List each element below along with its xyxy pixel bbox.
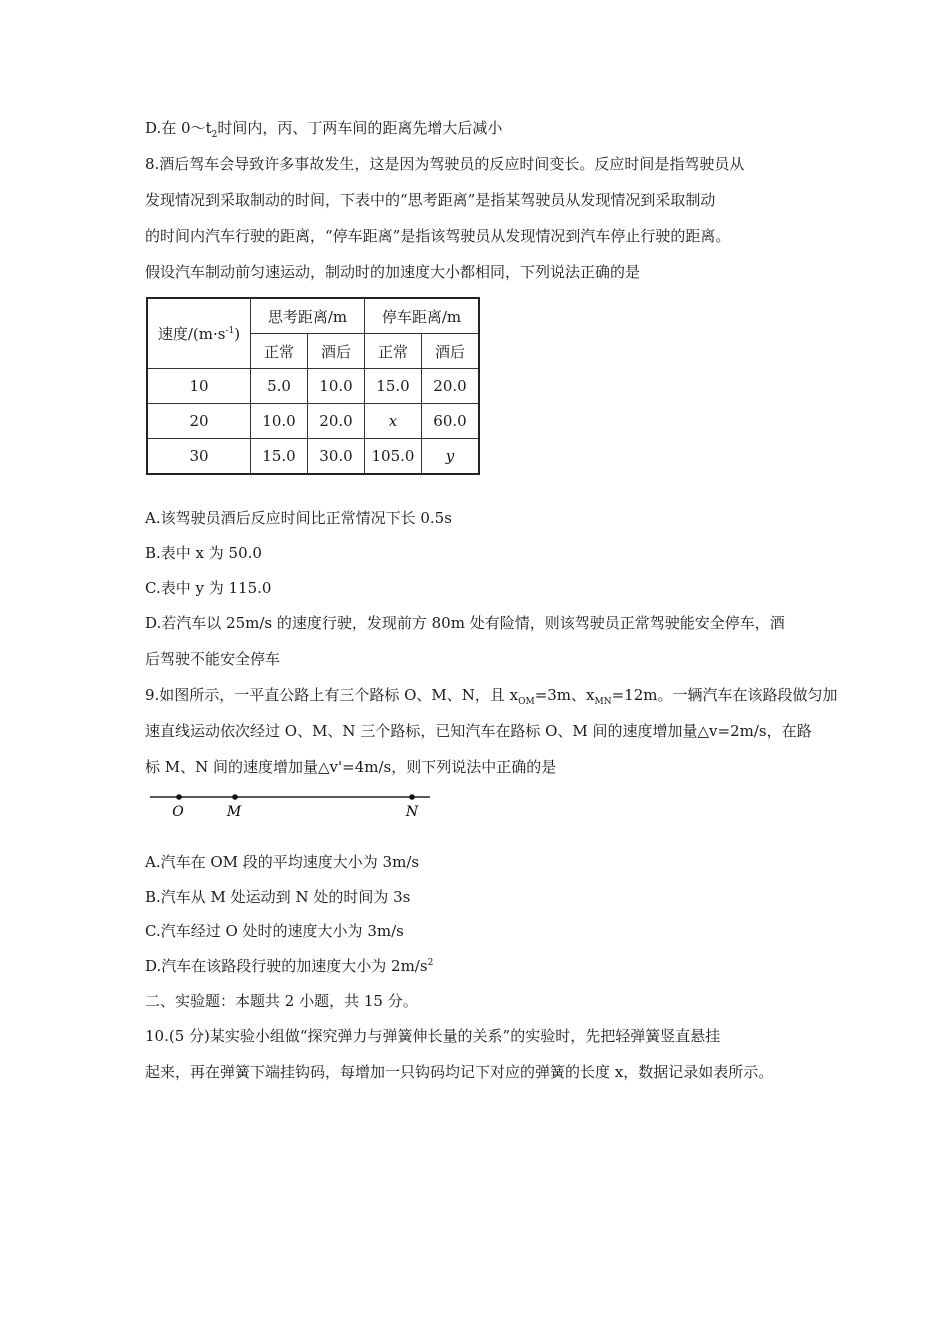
table-cell: 105.0	[365, 439, 422, 475]
marker-n-dot	[409, 794, 415, 800]
q9-option-b: B.汽车从 M 处运动到 N 处的时间为 3s	[145, 888, 411, 906]
q7-option-d: D.在 $0\sim t_2$时间内，丙、丁两车间的距离先增大后减小	[145, 119, 503, 140]
q9-stem-line-3: 标 M、N 间的速度增加量△v'=4m/s，则下列说法中正确的是	[145, 758, 557, 776]
table-header-speed: 速度$/(m\cdot s^{-1})$	[147, 298, 251, 369]
q8-option-b: B.表中 x 为 50.0	[145, 544, 262, 562]
table-cell-unknown-x: x	[365, 404, 422, 439]
marker-m-label: M	[226, 804, 242, 820]
q9-road-diagram	[148, 787, 438, 823]
table-cell: 30.0	[308, 439, 365, 475]
table-cell: 10.0	[251, 404, 308, 439]
table-cell: 30	[147, 439, 251, 475]
table-cell: 15.0	[251, 439, 308, 475]
table-cell: 20.0	[422, 369, 480, 404]
q8-stem-line-4: 假设汽车制动前匀速运动，制动时的加速度大小都相同，下列说法正确的是	[145, 263, 641, 281]
table-cell: 20	[147, 404, 251, 439]
marker-m-dot	[232, 794, 238, 800]
table-header-stop-distance: 停车距离/m	[365, 298, 480, 334]
table-cell: 60.0	[422, 404, 480, 439]
table-subheader-normal: 正常	[365, 334, 422, 369]
q8-option-d-line-2: 后驾驶不能安全停车	[145, 650, 281, 668]
table-cell: 5.0	[251, 369, 308, 404]
q8-distance-table	[146, 297, 480, 475]
table-subheader-normal: 正常	[251, 334, 308, 369]
table-subheader-drunk: 酒后	[308, 334, 365, 369]
table-row	[147, 439, 479, 475]
q8-stem-line-3: 的时间内汽车行驶的距离，“停车距离”是指该驾驶员从发现情况到汽车停止行驶的距离。	[145, 227, 731, 245]
table-cell: 10	[147, 369, 251, 404]
table-cell: 10.0	[308, 369, 365, 404]
q8-option-c: C.表中 y 为 115.0	[145, 579, 272, 597]
table-cell-unknown-y: y	[422, 439, 480, 475]
q8-option-a: A.该驾驶员酒后反应时间比正常情况下长 0.5s	[145, 509, 452, 527]
q8-option-d-line-1: D.若汽车以 25m/s 的速度行驶，发现前方 80m 处有险情，则该驾驶员正常驾驶能安全停车，酒	[145, 614, 785, 632]
q10-stem-line-1: 10.(5 分)某实验小组做“探究弹力与弹簧伸长量的关系”的实验时，先把轻弹簧竖直悬挂	[145, 1027, 721, 1045]
marker-o-label: O	[172, 804, 184, 820]
table-subheader-drunk: 酒后	[422, 334, 480, 369]
marker-n-label: N	[405, 804, 419, 820]
q8-stem-line-2: 发现情况到采取制动的时间，下表中的“思考距离”是指某驾驶员从发现情况到采取制动	[145, 191, 716, 209]
marker-o-dot	[176, 794, 182, 800]
table-cell: 15.0	[365, 369, 422, 404]
q9-option-d: D.汽车在该路段行驶的加速度大小为 $2m/s^2$	[145, 957, 434, 975]
table-header-think-distance: 思考距离/m	[251, 298, 365, 334]
table-row	[147, 369, 479, 404]
q10-stem-line-2: 起来，再在弹簧下端挂钩码，每增加一只钩码均记下对应的弹簧的长度 x，数据记录如表所示。	[145, 1063, 774, 1081]
section-2-heading: 二、实验题：本题共 2 小题，共 15 分。	[145, 992, 418, 1010]
q9-stem-line-2: 速直线运动依次经过 O、M、N 三个路标，已知汽车在路标 O、M 间的速度增加量△v=2m/s，在路	[145, 722, 812, 740]
q8-stem-line-1: 8.酒后驾车会导致许多事故发生，这是因为驾驶员的反应时间变长。反应时间是指驾驶员从	[145, 155, 745, 173]
table-cell: 20.0	[308, 404, 365, 439]
q9-option-c: C.汽车经过 O 处时的速度大小为 3m/s	[145, 922, 404, 940]
q9-stem-line-1: 9.如图所示，一平直公路上有三个路标 O、M、N，且 $x_{OM}=3m$、$x_{MN}=12m$。一辆汽车在该路段做匀加	[145, 686, 838, 707]
q9-option-a: A.汽车在 OM 段的平均速度大小为 3m/s	[145, 853, 420, 871]
table-row	[147, 404, 479, 439]
